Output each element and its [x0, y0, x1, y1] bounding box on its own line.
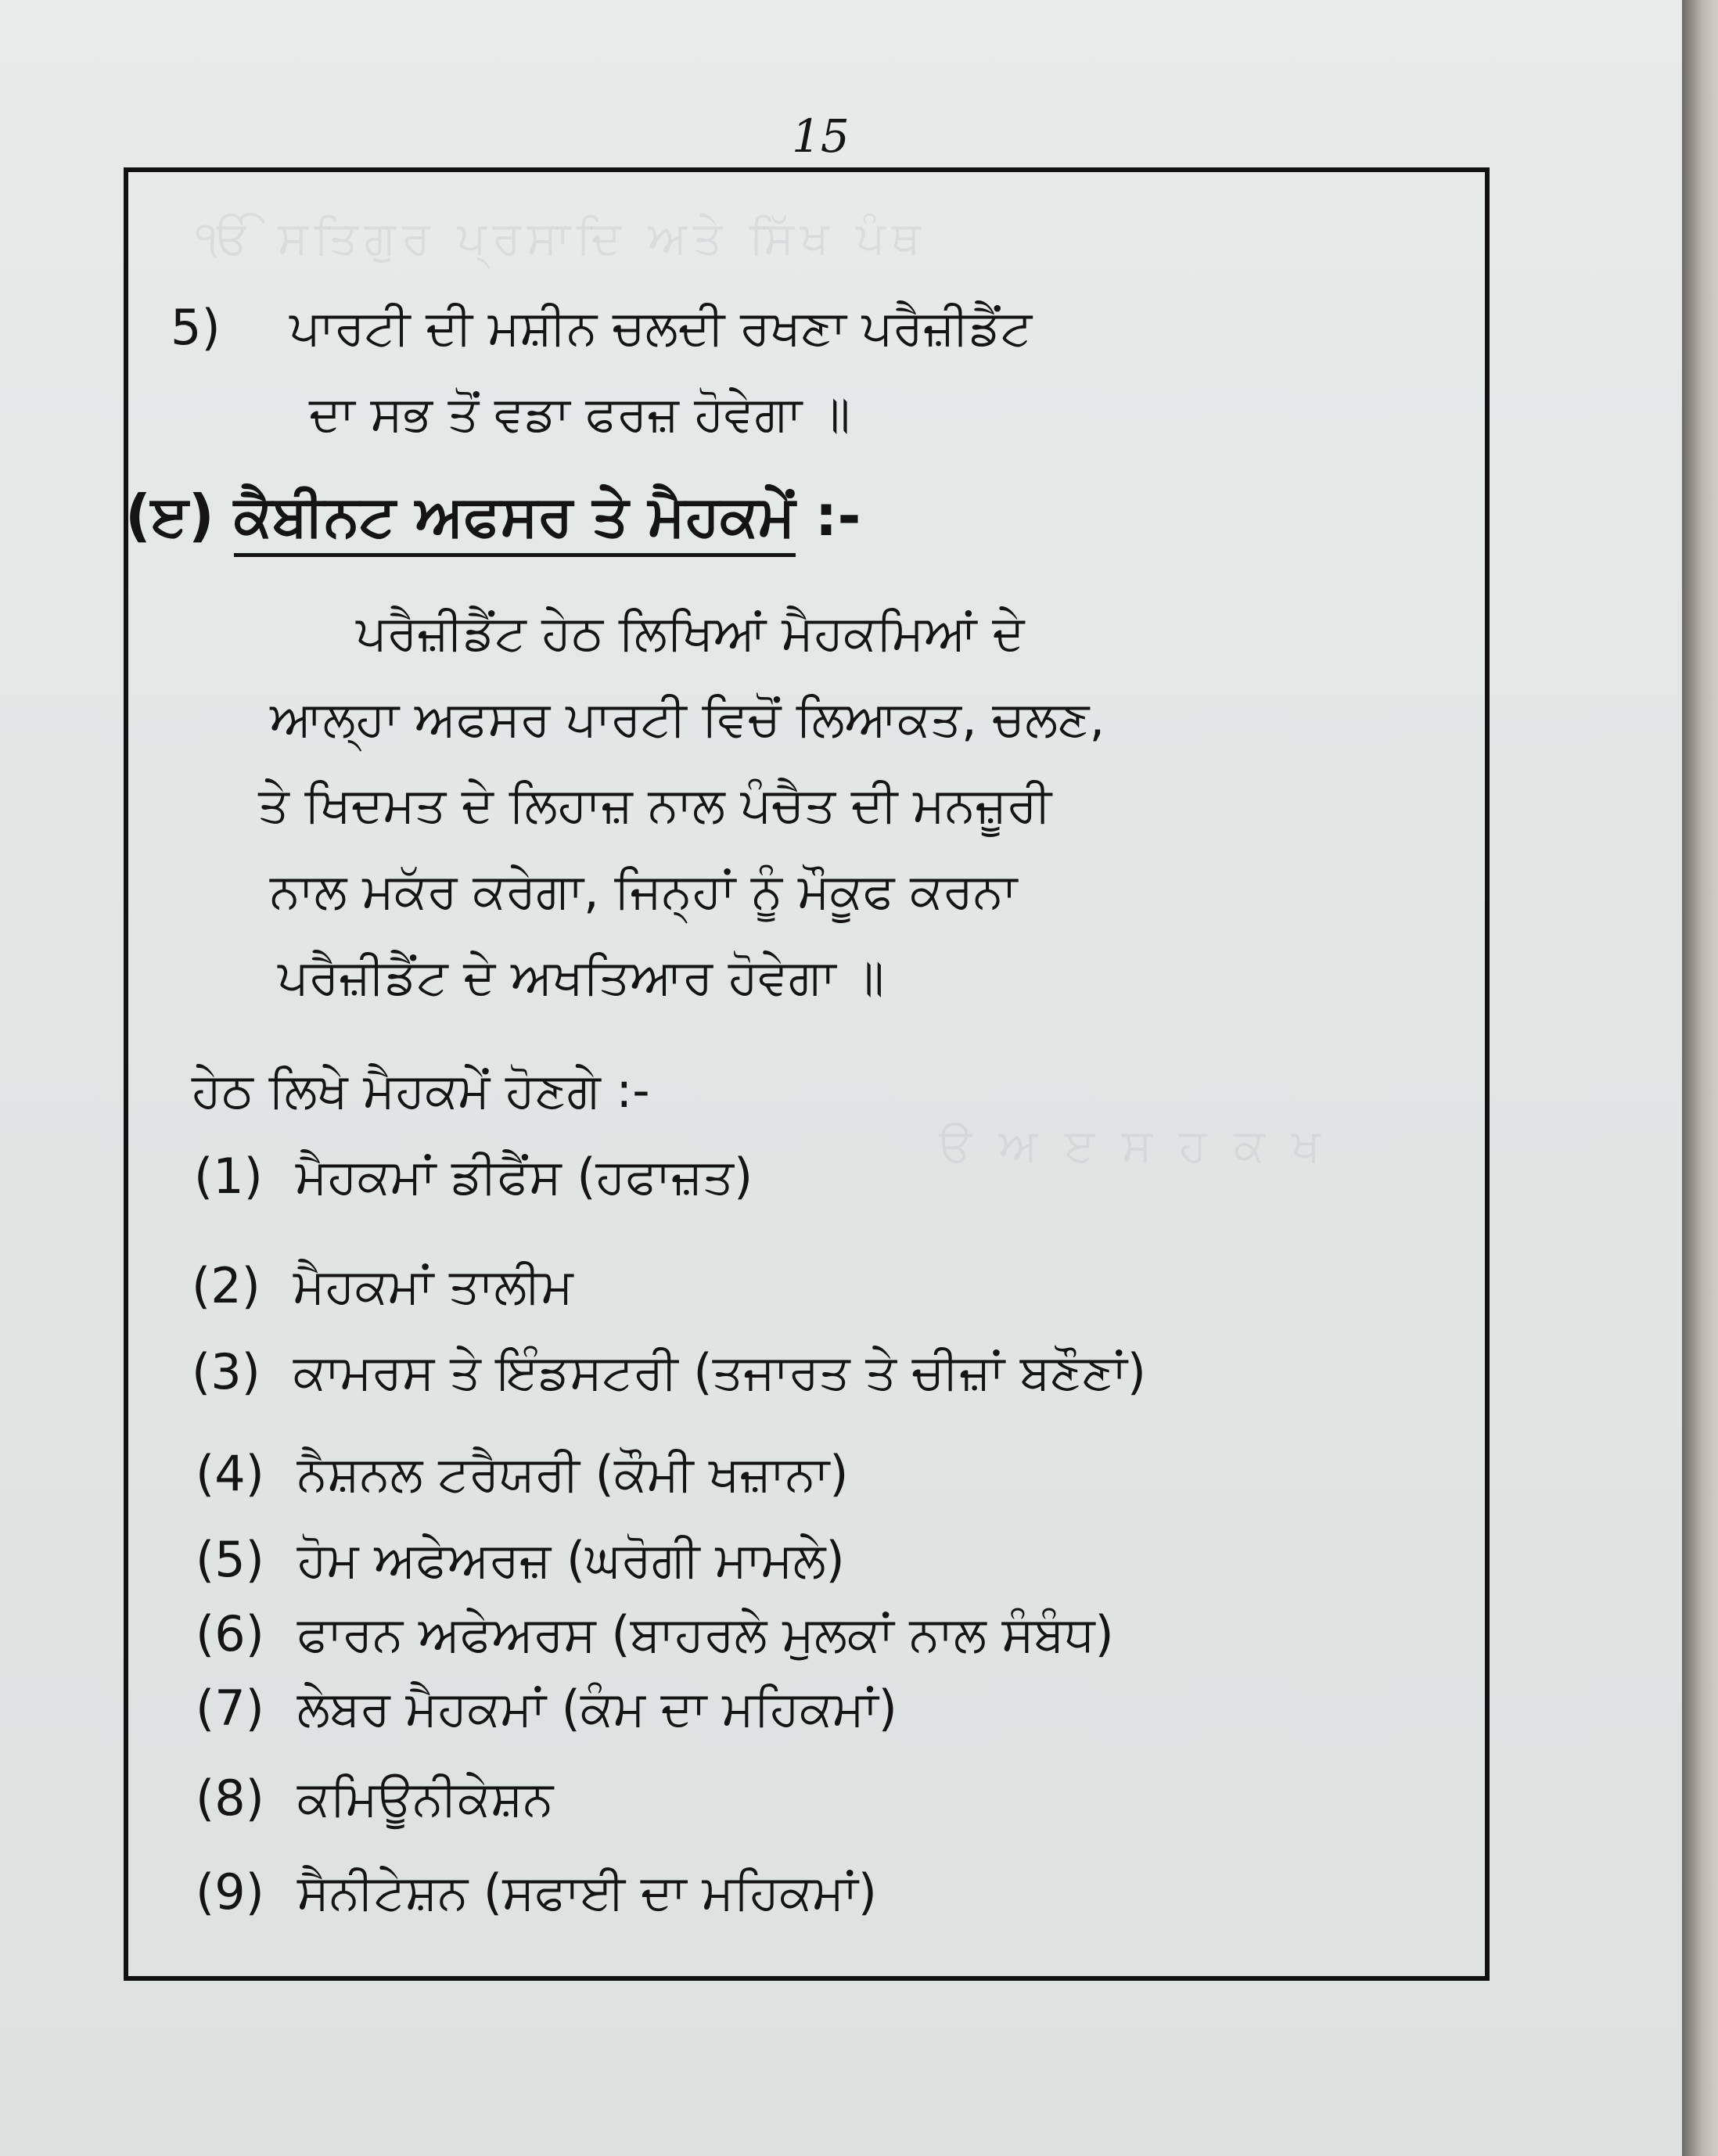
paragraph-line: ਪਰੈਜ਼ੀਡੈਂਟ ਹੇਠ ਲਿਖਿਆਂ ਮੈਹਕਮਿਆਂ ਦੇ	[356, 604, 1025, 661]
page-edge	[1682, 0, 1718, 2156]
page-number: 15	[792, 110, 850, 163]
paragraph-line: ਪਰੈਜ਼ੀਡੈਂਟ ਦੇ ਅਖਤਿਆਰ ਹੋਵੇਗਾ ॥	[278, 948, 885, 1005]
department-number: (8)	[196, 1770, 264, 1827]
department-item	[196, 1682, 897, 1735]
paragraph-line: ਨਾਲ ਮਕੱਰ ਕਰੇਗਾ, ਜਿਨ੍ਹਾਂ ਨੂੰ ਮੌਕੂਫ ਕਰਨਾ	[270, 862, 1018, 919]
department-number: (5)	[196, 1531, 264, 1588]
department-item	[196, 1533, 845, 1586]
point-text-line: ਪਾਰਟੀ ਦੀ ਮਸ਼ੀਨ ਚਲਦੀ ਰਖਣਾ ਪਰੈਜ਼ੀਡੈਂਟ	[289, 299, 1033, 356]
department-item	[196, 1447, 848, 1500]
department-name: ਹੋਮ ਅਫੇਅਰਜ਼ (ਘਰੋਗੀ ਮਾਮਲੇ)	[297, 1531, 845, 1588]
section-title: ਕੈਬੀਨਟ ਅਫਸਰ ਤੇ ਮੈਹਕਮੇਂ	[234, 483, 796, 557]
department-number: (3)	[192, 1343, 261, 1400]
department-name: ਮੈਹਕਮਾਂ ਤਾਲੀਮ	[293, 1257, 573, 1314]
department-item	[192, 1343, 1146, 1400]
department-number: (2)	[192, 1257, 261, 1314]
department-name: ਮੈਹਕਮਾਂ ਡੀਫੈਂਸ (ਹਫਾਜ਼ਤ)	[295, 1148, 753, 1205]
department-number: (9)	[196, 1863, 264, 1921]
paragraph-line: ਤੇ ਖਿਦਮਤ ਦੇ ਲਿਹਾਜ਼ ਨਾਲ ਪੰਚੈਤ ਦੀ ਮਨਜ਼ੂਰੀ	[258, 776, 1052, 833]
point-text-line: ਦਾ ਸਭ ਤੋਂ ਵਡਾ ਫਰਜ਼ ਹੋਵੇਗਾ ॥	[309, 385, 850, 442]
bleed-through-text: ੴ ਸਤਿਗੁਰ ਪ੍ਰਸਾਦਿ ਅਤੇ ਸਿੱਖ ਪੰਥ	[196, 211, 927, 264]
department-item	[192, 1259, 573, 1313]
bleed-through-text: ੳ ਅ ੲ ਸ ਹ ਕ ਖ	[939, 1119, 1327, 1172]
department-name: ਲੇਬਰ ਮੈਹਕਮਾਂ (ਕੰਮ ਦਾ ਮਹਿਕਮਾਂ)	[297, 1680, 897, 1737]
department-number: (4)	[196, 1445, 264, 1502]
department-name: ਫਾਰਨ ਅਫੇਅਰਸ (ਬਾਹਰਲੇ ਮੁਲਕਾਂ ਨਾਲ ਸੰਬੰਧ)	[297, 1605, 1114, 1662]
paragraph-line: ਆਲ੍ਹਾ ਅਫਸਰ ਪਾਰਟੀ ਵਿਚੋਂ ਲਿਆਕਤ, ਚਲਣ,	[270, 690, 1105, 747]
point-number: 5)	[171, 299, 221, 356]
section-number: (ੲ)	[125, 483, 214, 548]
department-number: (1)	[194, 1148, 263, 1205]
department-name: ਨੈਸ਼ਨਲ ਟਰੈਯਰੀ (ਕੌਮੀ ਖਜ਼ਾਨਾ)	[297, 1445, 849, 1502]
department-name: ਕਾਮਰਸ ਤੇ ਇੰਡਸਟਰੀ (ਤਜਾਰਤ ਤੇ ਚੀਜ਼ਾਂ ਬਣੌਣਾਂ)	[293, 1343, 1146, 1400]
department-name: ਸੈਨੀਟੇਸ਼ਨ (ਸਫਾਈ ਦਾ ਮਹਿਕਮਾਂ)	[297, 1863, 877, 1921]
list-intro: ਹੇਠ ਲਿਖੇ ਮੈਹਕਮੇਂ ਹੋਣਗੇ :-	[192, 1062, 650, 1119]
department-item	[196, 1863, 877, 1921]
department-item	[196, 1772, 553, 1825]
department-name: ਕਮਿਊਨੀਕੇਸ਼ਨ	[297, 1770, 554, 1827]
department-number: (6)	[196, 1605, 264, 1662]
department-number: (7)	[196, 1680, 264, 1737]
department-item	[196, 1605, 1114, 1662]
section-heading	[125, 485, 861, 547]
section-title-suffix: :-	[814, 483, 861, 548]
department-item	[194, 1150, 753, 1203]
